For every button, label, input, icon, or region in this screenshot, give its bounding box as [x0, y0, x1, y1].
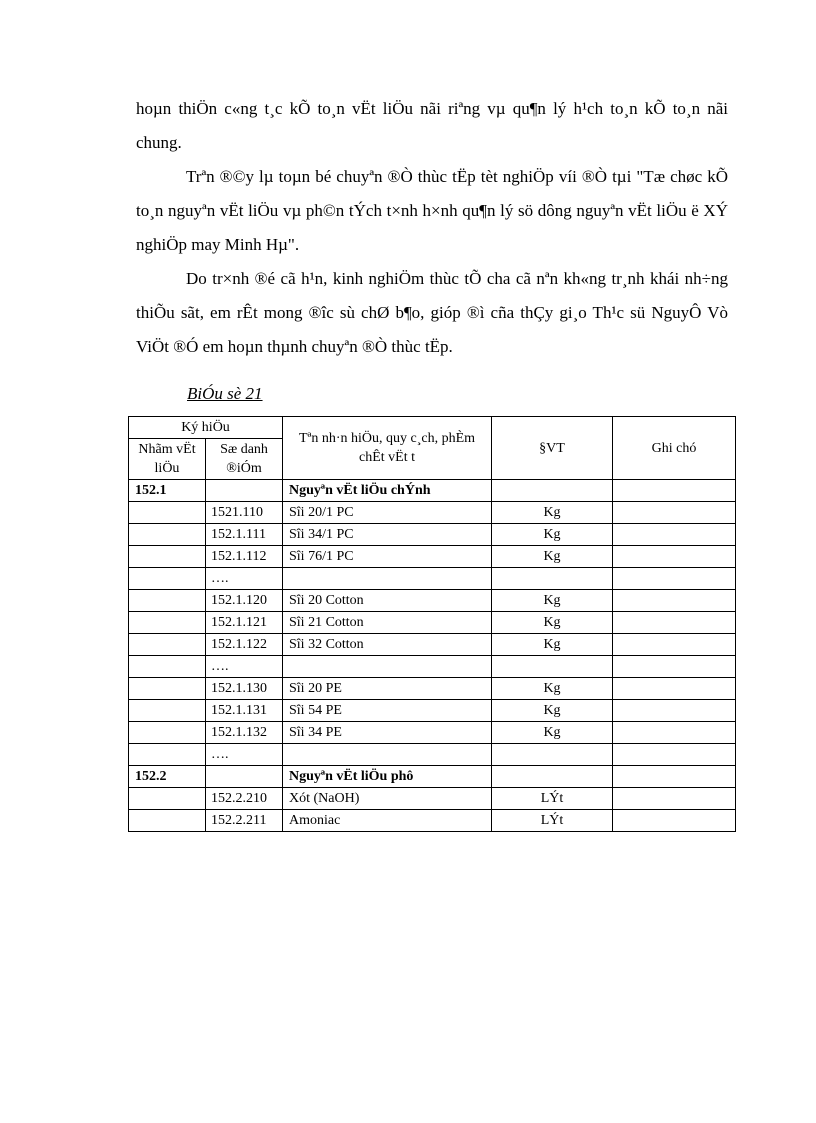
cell-note [613, 502, 736, 524]
cell-unit: Kg [492, 678, 613, 700]
cell-name: Sîi 76/1 PC [283, 546, 492, 568]
cell-note [613, 656, 736, 678]
cell-note [613, 546, 736, 568]
cell-name [283, 744, 492, 766]
cell-note [613, 480, 736, 502]
cell-unit: Kg [492, 634, 613, 656]
cell-code: 152.1.122 [206, 634, 283, 656]
cell-code: 152.1.132 [206, 722, 283, 744]
table-row [129, 524, 736, 546]
materials-table [128, 416, 736, 832]
cell-note [613, 678, 736, 700]
cell-note [613, 524, 736, 546]
cell-unit [492, 480, 613, 502]
paragraph-3: Do tr×nh ®é cã h¹n, kinh nghiÖm thùc tÕ cha cã nªn kh«ng tr¸nh khái nh÷ng thiÕu sãt, em rÊt mong ®îc sù chØ b¶o, gióp ®ì cña thÇy gi¸o Th¹c sü NguyÔ Vò ViÖt ®Ó em hoµn thµnh chuyªn ®Ò thùc tËp. [136, 269, 728, 356]
cell-code [206, 480, 283, 502]
table-row [129, 546, 736, 568]
cell-group [129, 722, 206, 744]
cell-code: 152.1.121 [206, 612, 283, 634]
table-title: BiÓu sè 21 [187, 384, 263, 403]
table-row [129, 788, 736, 810]
cell-group [129, 700, 206, 722]
cell-name: Xót (NaOH) [283, 788, 492, 810]
cell-note [613, 722, 736, 744]
cell-group: 152.2 [129, 766, 206, 788]
cell-group: 152.1 [129, 480, 206, 502]
table-header [129, 417, 736, 480]
cell-note [613, 766, 736, 788]
cell-unit: Kg [492, 524, 613, 546]
cell-group [129, 546, 206, 568]
cell-code: 152.1.120 [206, 590, 283, 612]
table-row [129, 502, 736, 524]
table-body [129, 480, 736, 832]
cell-unit [492, 656, 613, 678]
cell-group [129, 524, 206, 546]
table-row [129, 810, 736, 832]
cell-name: Sîi 54 PE [283, 700, 492, 722]
cell-group [129, 678, 206, 700]
cell-code: 152.1.111 [206, 524, 283, 546]
table-row [129, 744, 736, 766]
table-row [129, 700, 736, 722]
cell-note [613, 788, 736, 810]
cell-note [613, 612, 736, 634]
header-code: Sæ danh ®iÓm [206, 439, 283, 480]
cell-note [613, 634, 736, 656]
cell-name: Sîi 21 Cotton [283, 612, 492, 634]
cell-code [206, 766, 283, 788]
cell-note [613, 700, 736, 722]
cell-name: Sîi 20 PE [283, 678, 492, 700]
cell-unit: Kg [492, 590, 613, 612]
cell-unit: Kg [492, 502, 613, 524]
cell-name: Nguyªn vËt liÖu phô [283, 766, 492, 788]
cell-group [129, 568, 206, 590]
cell-unit: Kg [492, 546, 613, 568]
cell-note [613, 568, 736, 590]
paragraph-1: hoµn thiÖn c«ng t¸c kÕ to¸n vËt liÖu nãi riªng vµ qu¶n lý h¹ch to¸n kÕ to¸n nãi chung. [136, 99, 728, 152]
cell-unit [492, 744, 613, 766]
cell-name [283, 656, 492, 678]
header-name: Tªn nh·n hiÖu, quy c¸ch, phÈm chÊt vËt t [283, 417, 492, 480]
cell-unit [492, 766, 613, 788]
cell-code: …. [206, 744, 283, 766]
cell-note [613, 590, 736, 612]
cell-unit: Kg [492, 612, 613, 634]
table-row [129, 568, 736, 590]
cell-unit [492, 568, 613, 590]
cell-group [129, 656, 206, 678]
cell-name: Sîi 34/1 PC [283, 524, 492, 546]
cell-group [129, 744, 206, 766]
header-symbol-group: Ký hiÖu [129, 417, 283, 439]
cell-group [129, 788, 206, 810]
cell-code: 152.1.131 [206, 700, 283, 722]
header-unit: §VT [492, 417, 613, 480]
cell-unit: LÝt [492, 788, 613, 810]
cell-name [283, 568, 492, 590]
header-note: Ghi chó [613, 417, 736, 480]
cell-code: 152.1.112 [206, 546, 283, 568]
cell-name: Sîi 32 Cotton [283, 634, 492, 656]
table-row [129, 634, 736, 656]
table-row [129, 766, 736, 788]
cell-code: 1521.110 [206, 502, 283, 524]
cell-note [613, 744, 736, 766]
table-row [129, 612, 736, 634]
cell-name: Amoniac [283, 810, 492, 832]
table-row [129, 480, 736, 502]
table-row [129, 656, 736, 678]
cell-code: …. [206, 568, 283, 590]
cell-group [129, 634, 206, 656]
cell-code: 152.2.210 [206, 788, 283, 810]
cell-group [129, 612, 206, 634]
cell-code: 152.2.211 [206, 810, 283, 832]
table-row [129, 678, 736, 700]
cell-unit: Kg [492, 700, 613, 722]
cell-code: 152.1.130 [206, 678, 283, 700]
cell-group [129, 590, 206, 612]
cell-note [613, 810, 736, 832]
table-row [129, 590, 736, 612]
cell-code: …. [206, 656, 283, 678]
table-row [129, 722, 736, 744]
cell-name: Sîi 20 Cotton [283, 590, 492, 612]
cell-name: Sîi 34 PE [283, 722, 492, 744]
cell-unit: LÝt [492, 810, 613, 832]
cell-group [129, 502, 206, 524]
cell-unit: Kg [492, 722, 613, 744]
cell-group [129, 810, 206, 832]
cell-name: Sîi 20/1 PC [283, 502, 492, 524]
header-group-code: Nhãm vËt liÖu [129, 439, 206, 480]
cell-name: Nguyªn vËt liÖu chÝnh [283, 480, 492, 502]
paragraph-2: Trªn ®©y lµ toµn bé chuyªn ®Ò thùc tËp tèt nghiÖp víi ®Ò tµi "Tæ chøc kÕ to¸n nguyªn vËt liÖu vµ ph©n tÝch t×nh h×nh qu¶n lý sö dông nguyªn vËt liÖu ë XÝ nghiÖp may Minh Hµ". [136, 167, 728, 254]
